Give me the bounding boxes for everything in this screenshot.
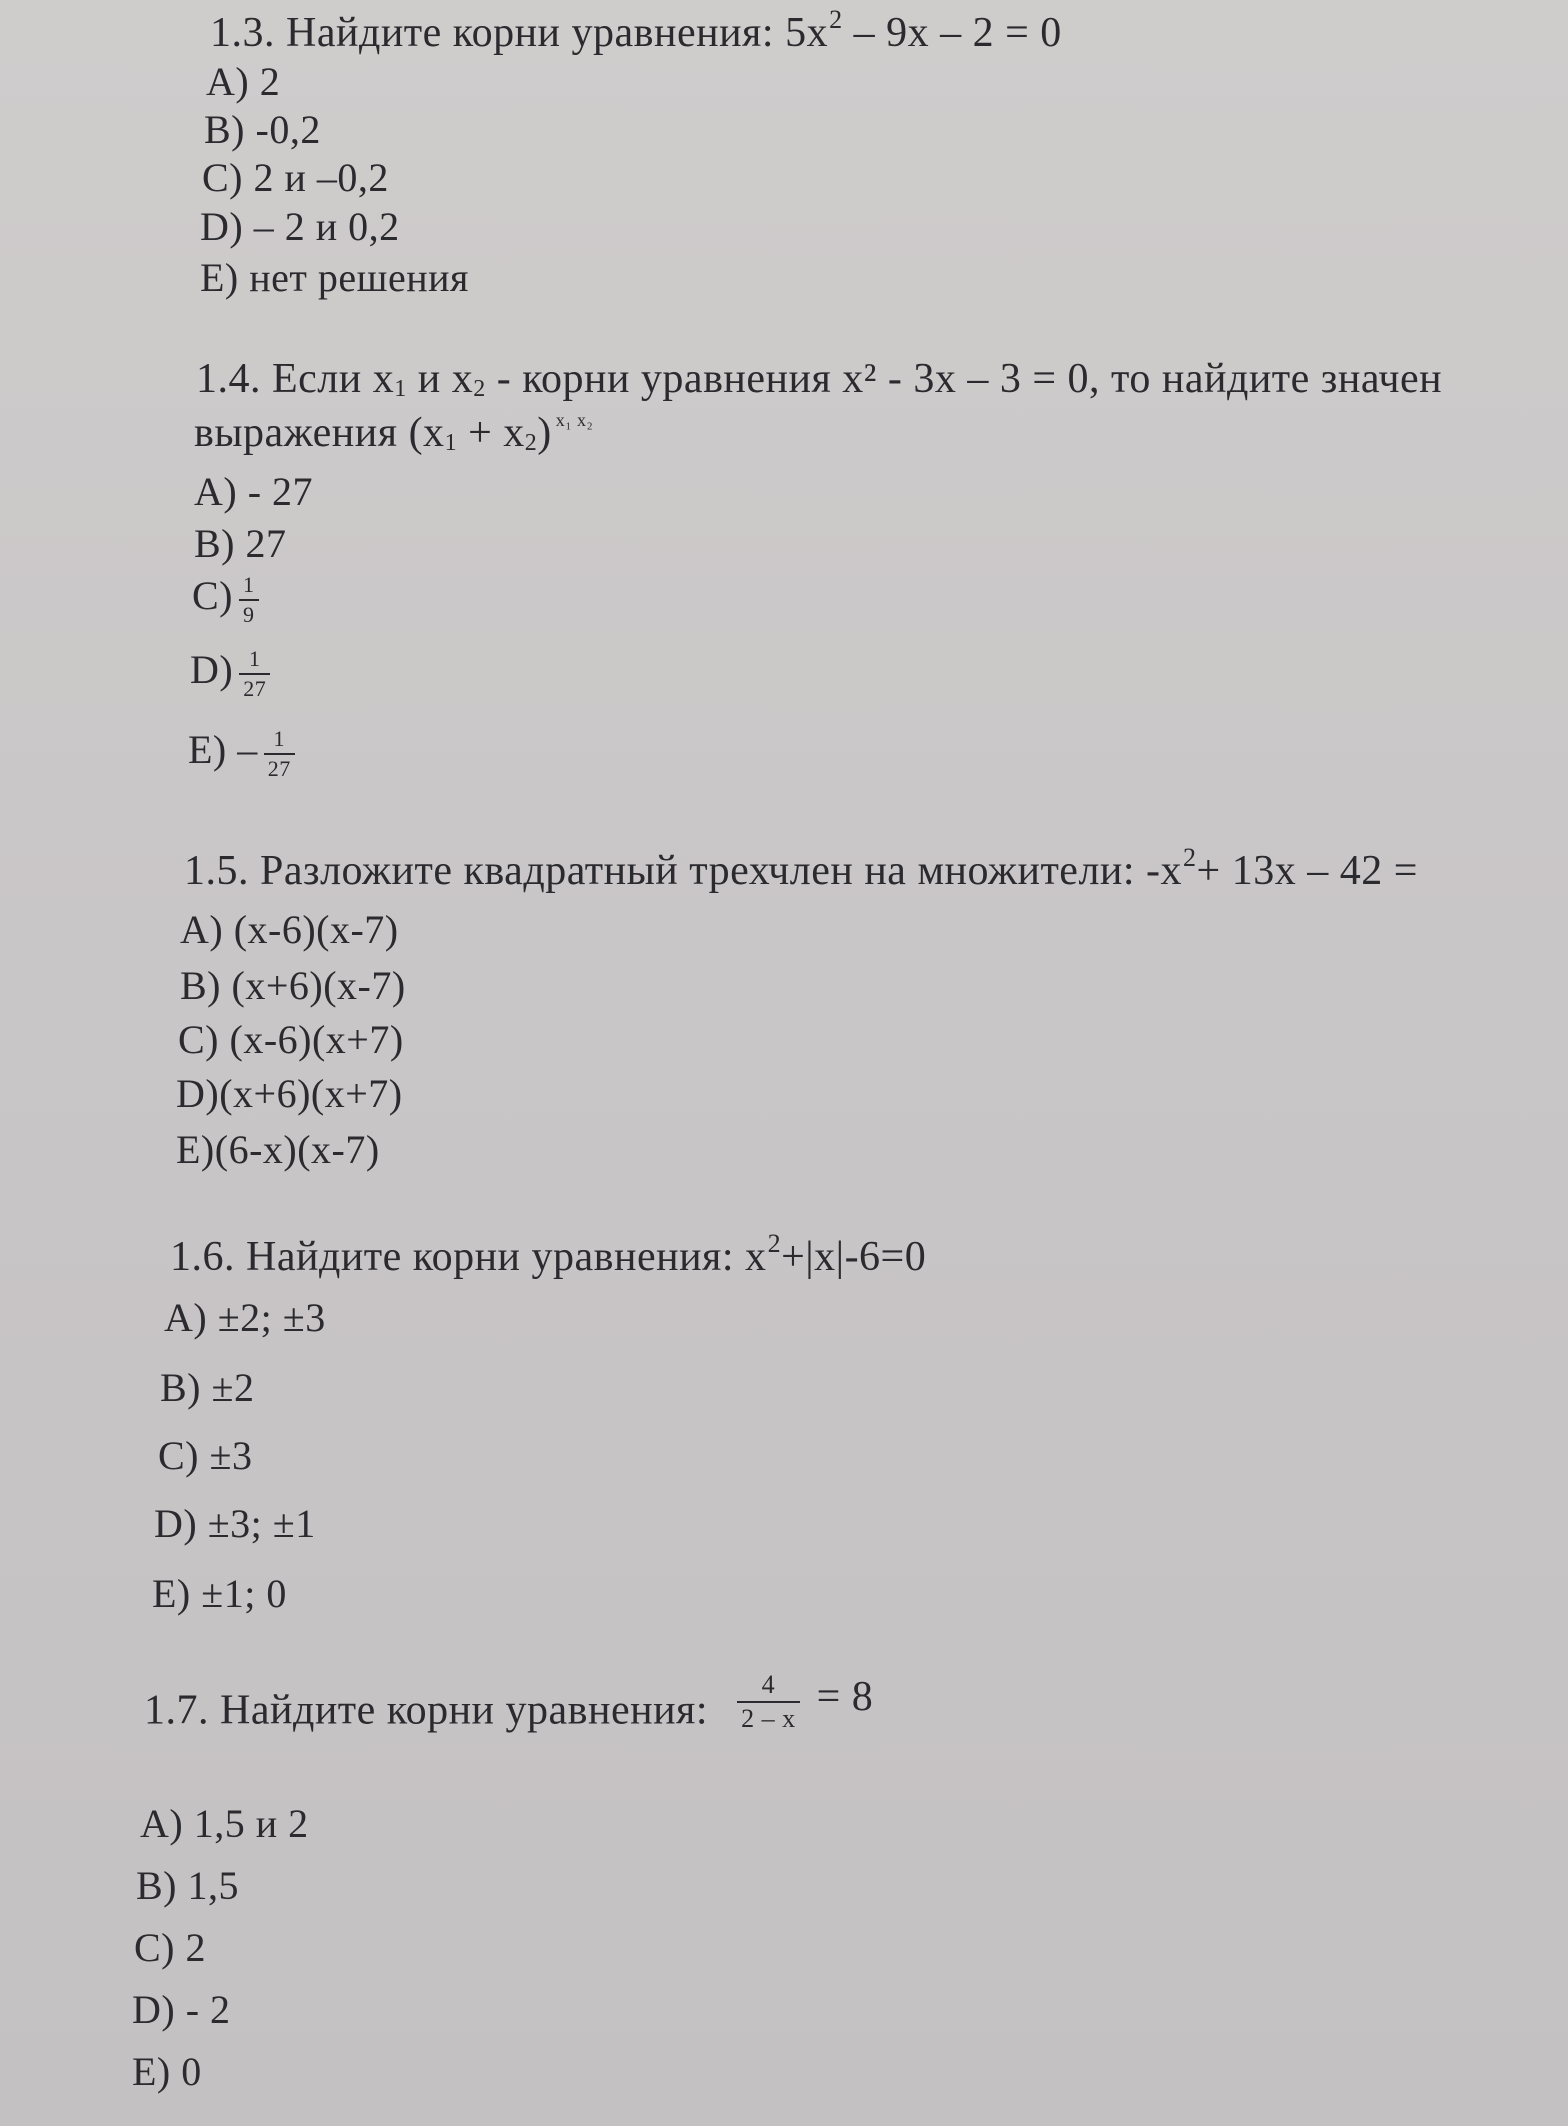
fraction (239, 574, 259, 626)
question-prompt: Найдите корни уравнения: x (246, 1234, 767, 1280)
subscript: 2 (524, 430, 538, 456)
exponent: 2 (1183, 843, 1197, 872)
fraction-numerator: 1 (248, 646, 261, 671)
option-c: C) 2 (134, 1925, 206, 1970)
heading-text: - корни уравнения x² - 3x – 3 = 0, то найдите значен (485, 356, 1443, 402)
option-b: B) ±2 (160, 1365, 255, 1410)
fraction-numerator: 4 (761, 1670, 776, 1699)
question-number: 1.5. (184, 848, 249, 894)
question-prompt: Разложите квадратный трехчлен на множители: -x (260, 848, 1183, 894)
option-d: D) ±3; ±1 (154, 1501, 316, 1546)
option-e: E) 0 (132, 2049, 202, 2094)
fraction-numerator: 1 (243, 572, 255, 597)
heading-text: + x (457, 410, 525, 456)
question-1-7-heading (144, 1670, 874, 1744)
exponent: 2 (767, 1229, 782, 1258)
exponent: x₁ x₂ (555, 410, 594, 430)
fraction-denominator: 9 (239, 599, 259, 626)
subscript: 2 (473, 376, 486, 402)
option-d (190, 648, 270, 700)
option-e (188, 728, 295, 780)
fraction (239, 648, 270, 700)
option-c: C) 2 и –0,2 (202, 155, 389, 200)
question-1-5-heading (184, 843, 1418, 894)
question-number: 1.6. (170, 1234, 235, 1280)
option-e: E)(6-x)(x-7) (176, 1127, 380, 1172)
option-a: A) 2 (206, 59, 281, 104)
option-c: C) (x-6)(x+7) (178, 1017, 404, 1062)
question-1-6-heading (170, 1229, 927, 1280)
option-a: A) 1,5 и 2 (140, 1801, 309, 1846)
question-1-4-heading (196, 358, 1442, 400)
question-1-3-heading (210, 5, 1062, 56)
option-b: B) -0,2 (204, 107, 321, 152)
subscript: 1 (394, 376, 407, 402)
option-c: C) ±3 (158, 1433, 253, 1478)
question-number: 1.3. (210, 10, 275, 56)
option-a: A) - 27 (194, 469, 314, 514)
option-b: B) 1,5 (136, 1863, 239, 1908)
equation-part: + 13x – 42 = (1196, 848, 1418, 894)
equation-part: 5x (785, 10, 829, 56)
exponent: 2 (829, 5, 843, 34)
fraction (264, 728, 295, 780)
option-label: D) (190, 647, 234, 693)
subscript: 1 (444, 430, 458, 456)
fraction-denominator: 27 (264, 753, 295, 780)
heading-text: выражения (x (194, 410, 445, 456)
equation-part: – 9x – 2 = 0 (842, 10, 1062, 56)
option-a: A) ±2; ±3 (164, 1295, 326, 1340)
heading-text: ) (537, 410, 552, 456)
heading-text: и x (406, 356, 474, 402)
option-d: D) – 2 и 0,2 (200, 204, 400, 249)
option-d: D) - 2 (132, 1987, 231, 2032)
option-c (192, 574, 259, 626)
fraction-denominator: 2 – x (737, 1701, 800, 1732)
fraction-numerator: 1 (273, 726, 286, 751)
fraction-denominator: 27 (239, 673, 270, 700)
option-label: C) (192, 573, 233, 619)
question-number: 1.7. (144, 1687, 209, 1734)
option-b: B) (x+6)(x-7) (180, 963, 406, 1008)
equation-part: +|x|-6=0 (781, 1234, 927, 1280)
fraction (737, 1672, 800, 1732)
question-prompt: Найдите корни уравнения: (286, 10, 775, 56)
equation-part: = 8 (816, 1673, 874, 1720)
option-e: E) ±1; 0 (152, 1571, 287, 1616)
question-1-4-expression (194, 412, 593, 454)
option-e: E) нет решения (200, 255, 469, 300)
option-label: E) – (188, 727, 258, 773)
option-b: B) 27 (194, 521, 287, 566)
option-a: A) (x-6)(x-7) (180, 907, 399, 952)
option-d: D)(x+6)(x+7) (176, 1071, 403, 1116)
question-prompt: Найдите корни уравнения: (220, 1687, 709, 1734)
heading-text: 1.4. Если x (196, 356, 395, 402)
